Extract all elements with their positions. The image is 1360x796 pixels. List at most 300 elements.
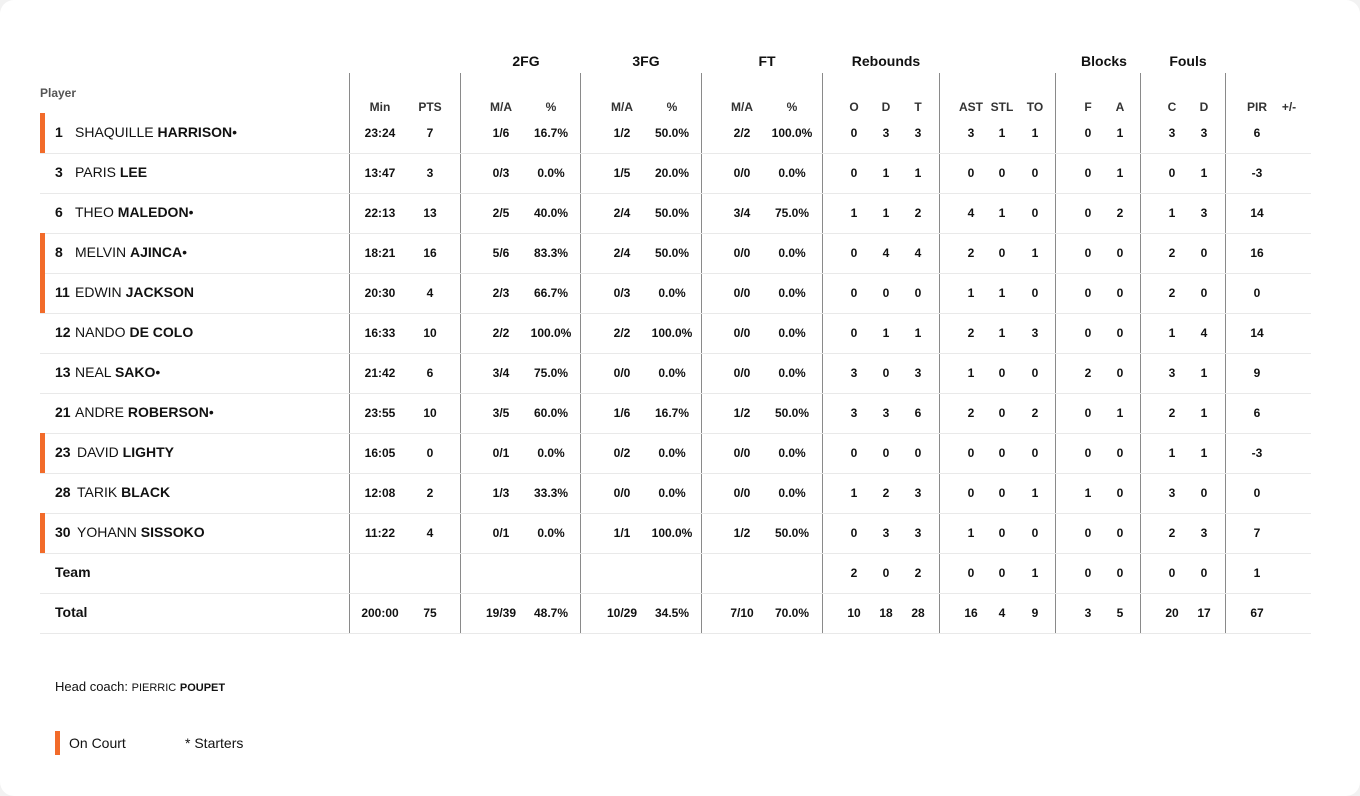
stat-cell: 34.5% bbox=[654, 606, 690, 620]
player-number: 21 bbox=[55, 404, 71, 420]
stat-cell: 11:22 bbox=[364, 526, 396, 540]
stat-cell: 1/6 bbox=[613, 406, 631, 420]
total-row-label: Total bbox=[55, 604, 88, 620]
column-header: M/A bbox=[611, 100, 633, 114]
stat-cell: 23:55 bbox=[364, 406, 396, 420]
player-row[interactable] bbox=[0, 473, 1360, 513]
stat-cell: 1 bbox=[914, 326, 922, 340]
stat-cell: 0 bbox=[967, 166, 975, 180]
stat-cell: 2 bbox=[1168, 286, 1176, 300]
stat-cell: 1 bbox=[967, 526, 975, 540]
stat-cell: 2 bbox=[914, 566, 922, 580]
player-row[interactable] bbox=[0, 393, 1360, 433]
stat-cell: 1 bbox=[967, 286, 975, 300]
starter-mark: • bbox=[208, 404, 214, 420]
player-last-name: LEE bbox=[119, 164, 148, 180]
stat-cell: 2 bbox=[1031, 406, 1039, 420]
player-last-name: JACKSON bbox=[125, 284, 195, 300]
stat-cell: 3 bbox=[967, 126, 975, 140]
stat-cell: 50.0% bbox=[774, 406, 810, 420]
stat-cell: 0 bbox=[1116, 526, 1124, 540]
stat-cell: 0 bbox=[1084, 206, 1092, 220]
stat-cell: 1 bbox=[998, 206, 1006, 220]
stat-cell: 1 bbox=[914, 166, 922, 180]
player-first-name: THEO bbox=[75, 204, 114, 220]
stat-cell: 40.0% bbox=[533, 206, 569, 220]
player-name[interactable] bbox=[77, 484, 170, 500]
stat-cell: 1 bbox=[882, 166, 890, 180]
stat-cell: 13 bbox=[423, 206, 437, 220]
stat-cell: 0 bbox=[850, 166, 858, 180]
stat-cell: 16.7% bbox=[533, 126, 569, 140]
stat-cell: 3/4 bbox=[492, 366, 510, 380]
stat-cell: 100.0% bbox=[651, 326, 693, 340]
stat-cell: 3 bbox=[882, 126, 890, 140]
stat-cell: 1 bbox=[998, 326, 1006, 340]
stat-cell: 50.0% bbox=[654, 206, 690, 220]
stat-cell: 1 bbox=[1200, 166, 1208, 180]
player-name[interactable] bbox=[75, 244, 187, 260]
stat-cell: 2/3 bbox=[492, 286, 510, 300]
stat-cell: 0.0% bbox=[658, 446, 686, 460]
stat-cell: 3/4 bbox=[733, 206, 751, 220]
stat-cell: 0 bbox=[1116, 326, 1124, 340]
stat-cell: 3 bbox=[1200, 206, 1208, 220]
stat-cell: 19/39 bbox=[485, 606, 517, 620]
stat-cell: 6 bbox=[1253, 406, 1261, 420]
starter-mark: • bbox=[182, 244, 188, 260]
column-header: Min bbox=[369, 100, 391, 114]
stat-cell: 0.0% bbox=[778, 366, 806, 380]
stat-cell: 50.0% bbox=[774, 526, 810, 540]
stat-cell: 0 bbox=[1084, 406, 1092, 420]
column-header: D bbox=[1199, 100, 1209, 114]
stat-cell: 100.0% bbox=[771, 126, 813, 140]
stat-cell: 3 bbox=[914, 486, 922, 500]
player-last-name: LIGHTY bbox=[122, 444, 174, 460]
stat-cell: 1 bbox=[998, 286, 1006, 300]
stat-cell: 0 bbox=[1031, 526, 1039, 540]
stat-cell: 0 bbox=[1200, 246, 1208, 260]
stat-cell: 16:33 bbox=[364, 326, 396, 340]
stat-cell: 0.0% bbox=[778, 246, 806, 260]
group-header: Fouls bbox=[1169, 53, 1207, 69]
stat-cell: 16:05 bbox=[364, 446, 396, 460]
stat-cell: 1/2 bbox=[733, 406, 751, 420]
player-name[interactable] bbox=[77, 444, 174, 460]
stat-cell: 22:13 bbox=[364, 206, 396, 220]
stat-cell: 0 bbox=[1084, 286, 1092, 300]
stat-cell: 33.3% bbox=[533, 486, 569, 500]
stat-cell: 1 bbox=[1031, 566, 1039, 580]
column-header: A bbox=[1115, 100, 1125, 114]
stat-cell: 3 bbox=[914, 526, 922, 540]
player-last-name: SAKO bbox=[114, 364, 156, 380]
stat-cell: 1 bbox=[882, 206, 890, 220]
stat-cell: 0 bbox=[1116, 566, 1124, 580]
stat-cell: 18:21 bbox=[364, 246, 396, 260]
stat-cell: 6 bbox=[914, 406, 922, 420]
stat-cell: 0.0% bbox=[658, 286, 686, 300]
stat-cell: 4 bbox=[426, 286, 434, 300]
stat-cell: 3 bbox=[1200, 126, 1208, 140]
stat-cell: 100.0% bbox=[651, 526, 693, 540]
stat-cell: 0/3 bbox=[492, 166, 510, 180]
stat-cell: 0 bbox=[1031, 166, 1039, 180]
player-number: 23 bbox=[55, 444, 71, 460]
on-court-indicator bbox=[40, 273, 45, 313]
stat-cell: 0 bbox=[967, 446, 975, 460]
on-court-legend-swatch bbox=[55, 731, 60, 755]
player-name[interactable] bbox=[75, 324, 193, 340]
stat-cell: 1 bbox=[1116, 126, 1124, 140]
player-column-header: Player bbox=[40, 86, 77, 100]
player-first-name: NANDO bbox=[75, 324, 126, 340]
stat-cell: -3 bbox=[1251, 166, 1263, 180]
stat-cell: 2/5 bbox=[492, 206, 510, 220]
player-name[interactable] bbox=[77, 524, 205, 540]
player-last-name: BLACK bbox=[121, 484, 171, 500]
stat-cell: 0 bbox=[1168, 166, 1176, 180]
on-court-indicator bbox=[40, 513, 45, 553]
player-row[interactable] bbox=[0, 153, 1360, 193]
stat-cell: 14 bbox=[1250, 326, 1264, 340]
stat-cell: 12:08 bbox=[364, 486, 396, 500]
stat-cell: 4 bbox=[967, 206, 975, 220]
stat-cell: 0/0 bbox=[733, 326, 751, 340]
player-last-name: SISSOKO bbox=[140, 524, 205, 540]
column-header: O bbox=[849, 100, 859, 114]
stat-cell: 200:00 bbox=[361, 606, 399, 620]
stat-cell: 0 bbox=[850, 126, 858, 140]
stat-cell: 16 bbox=[1250, 246, 1264, 260]
stat-cell: 0/3 bbox=[613, 286, 631, 300]
stat-cell: 20:30 bbox=[364, 286, 396, 300]
player-name[interactable] bbox=[75, 404, 214, 420]
stat-cell: 3/5 bbox=[492, 406, 510, 420]
stat-cell: 1 bbox=[1168, 326, 1176, 340]
stat-cell: 0 bbox=[1253, 486, 1261, 500]
stat-cell: 0 bbox=[850, 446, 858, 460]
stat-cell: 0 bbox=[914, 286, 922, 300]
stat-cell: 1 bbox=[850, 486, 858, 500]
stat-cell: 0 bbox=[1084, 526, 1092, 540]
stat-cell: 2 bbox=[1168, 246, 1176, 260]
stat-cell: 3 bbox=[1084, 606, 1092, 620]
stat-cell: 0.0% bbox=[537, 446, 565, 460]
player-name[interactable] bbox=[75, 284, 194, 300]
stat-cell: 4 bbox=[426, 526, 434, 540]
player-first-name: MELVIN bbox=[75, 244, 127, 260]
head-coach-label: Head coach: bbox=[55, 679, 128, 694]
player-number: 28 bbox=[55, 484, 71, 500]
column-header: M/A bbox=[731, 100, 753, 114]
player-last-name: ROBERSON bbox=[127, 404, 209, 420]
stat-cell: 10/29 bbox=[606, 606, 638, 620]
on-court-indicator bbox=[40, 113, 45, 153]
player-row[interactable] bbox=[0, 313, 1360, 353]
stat-cell: 0 bbox=[1116, 486, 1124, 500]
player-last-name: MALEDON bbox=[117, 204, 189, 220]
stat-cell: 0 bbox=[850, 246, 858, 260]
player-row[interactable] bbox=[0, 353, 1360, 393]
stat-cell: 0.0% bbox=[658, 486, 686, 500]
stat-cell: 28 bbox=[911, 606, 925, 620]
group-header: 2FG bbox=[512, 53, 540, 69]
stat-cell: 2/2 bbox=[613, 326, 631, 340]
stat-cell: 0 bbox=[1084, 326, 1092, 340]
on-court-indicator bbox=[40, 433, 45, 473]
player-first-name: YOHANN bbox=[77, 524, 137, 540]
player-last-name: HARRISON bbox=[157, 124, 233, 140]
player-number: 3 bbox=[55, 164, 63, 180]
stat-cell: 0 bbox=[998, 486, 1006, 500]
column-header: F bbox=[1084, 100, 1092, 114]
stat-cell: 50.0% bbox=[654, 246, 690, 260]
stat-cell: 0/1 bbox=[492, 526, 510, 540]
stat-cell: 60.0% bbox=[533, 406, 569, 420]
stat-cell: 0 bbox=[882, 366, 890, 380]
column-header: D bbox=[881, 100, 891, 114]
stat-cell: 10 bbox=[847, 606, 861, 620]
stat-cell: 20.0% bbox=[654, 166, 690, 180]
player-row[interactable] bbox=[0, 113, 1360, 153]
stat-cell: 3 bbox=[914, 366, 922, 380]
stat-cell: 3 bbox=[850, 366, 858, 380]
stat-cell: 4 bbox=[998, 606, 1006, 620]
player-number: 8 bbox=[55, 244, 63, 260]
stat-cell: 0 bbox=[967, 486, 975, 500]
player-number: 12 bbox=[55, 324, 71, 340]
stat-cell: 75 bbox=[423, 606, 437, 620]
player-row[interactable] bbox=[0, 433, 1360, 473]
stat-cell: 2 bbox=[1168, 406, 1176, 420]
player-last-name: AJINCA bbox=[129, 244, 183, 260]
stat-cell: 2 bbox=[426, 486, 434, 500]
stat-cell: 5/6 bbox=[492, 246, 510, 260]
stat-cell: 3 bbox=[426, 166, 434, 180]
stat-cell: 2 bbox=[967, 326, 975, 340]
stat-cell: 20 bbox=[1165, 606, 1179, 620]
stat-cell: 1 bbox=[1168, 206, 1176, 220]
stat-cell: 0 bbox=[998, 566, 1006, 580]
stat-cell: 3 bbox=[1168, 126, 1176, 140]
stat-cell: 4 bbox=[914, 246, 922, 260]
player-last-name: DE COLO bbox=[129, 324, 194, 340]
stat-cell: 0 bbox=[1031, 446, 1039, 460]
head-coach-first-name: PIERRIC bbox=[131, 682, 177, 694]
player-first-name: PARIS bbox=[75, 164, 116, 180]
stat-cell: 0/0 bbox=[613, 366, 631, 380]
stat-cell: 3 bbox=[914, 126, 922, 140]
stat-cell: 75.0% bbox=[533, 366, 569, 380]
column-header: M/A bbox=[490, 100, 512, 114]
stat-cell: 0 bbox=[1116, 246, 1124, 260]
player-number: 13 bbox=[55, 364, 71, 380]
column-header: PIR bbox=[1246, 100, 1268, 114]
player-name[interactable] bbox=[75, 204, 193, 220]
stat-cell: 2 bbox=[850, 566, 858, 580]
stat-cell: 0/2 bbox=[613, 446, 631, 460]
starter-mark: • bbox=[232, 124, 238, 140]
stat-cell: 0 bbox=[1200, 486, 1208, 500]
stat-cell: 100.0% bbox=[530, 326, 572, 340]
stat-cell: 0 bbox=[1116, 446, 1124, 460]
stat-cell: 1 bbox=[850, 206, 858, 220]
stat-cell: 6 bbox=[1253, 126, 1261, 140]
stat-cell: 4 bbox=[1200, 326, 1208, 340]
stat-cell: 23:24 bbox=[364, 126, 396, 140]
starter-mark: • bbox=[188, 204, 194, 220]
stat-cell: 1/1 bbox=[613, 526, 631, 540]
stat-cell: 0 bbox=[1084, 246, 1092, 260]
player-row[interactable] bbox=[0, 233, 1360, 273]
stat-cell: 0/0 bbox=[733, 246, 751, 260]
column-header: TO bbox=[1026, 100, 1044, 114]
stat-cell: 3 bbox=[882, 526, 890, 540]
stat-cell: 1 bbox=[1168, 446, 1176, 460]
total-row bbox=[0, 593, 1360, 633]
head-coach-last-name: POUPET bbox=[179, 682, 226, 694]
stat-cell: 0/0 bbox=[733, 446, 751, 460]
column-header: STL bbox=[990, 100, 1014, 114]
column-header: AST bbox=[959, 100, 983, 114]
stat-cell: 0 bbox=[850, 526, 858, 540]
player-row[interactable] bbox=[0, 513, 1360, 553]
stat-cell: 48.7% bbox=[533, 606, 569, 620]
stat-cell: 2 bbox=[1084, 366, 1092, 380]
stat-cell: 0 bbox=[1084, 126, 1092, 140]
stat-cell: 1 bbox=[1200, 406, 1208, 420]
player-first-name: NEAL bbox=[75, 364, 112, 380]
stat-cell: 1 bbox=[998, 126, 1006, 140]
starters-legend-label: * Starters bbox=[185, 735, 244, 751]
column-header: C bbox=[1167, 100, 1177, 114]
stat-cell: 70.0% bbox=[774, 606, 810, 620]
stat-cell: 0 bbox=[1168, 566, 1176, 580]
stat-cell: 10 bbox=[423, 406, 437, 420]
player-row[interactable] bbox=[0, 193, 1360, 233]
stat-cell: 0 bbox=[998, 166, 1006, 180]
stat-cell: 2/4 bbox=[613, 246, 631, 260]
head-coach bbox=[55, 679, 225, 694]
stat-cell: 0/0 bbox=[733, 366, 751, 380]
player-number: 30 bbox=[55, 524, 71, 540]
stat-cell: 0.0% bbox=[778, 486, 806, 500]
stat-cell: 0 bbox=[998, 446, 1006, 460]
stat-cell: 0 bbox=[998, 246, 1006, 260]
stat-cell: 0 bbox=[426, 446, 434, 460]
stat-cell: 0 bbox=[882, 446, 890, 460]
stat-cell: 2 bbox=[882, 486, 890, 500]
stat-cell: 5 bbox=[1116, 606, 1124, 620]
stat-cell: 0 bbox=[1084, 566, 1092, 580]
player-first-name: EDWIN bbox=[75, 284, 122, 300]
stat-cell: 1 bbox=[882, 326, 890, 340]
group-header: Rebounds bbox=[851, 53, 921, 69]
stat-cell: 0/0 bbox=[733, 286, 751, 300]
stat-cell: 0 bbox=[1253, 286, 1261, 300]
stat-cell: 1 bbox=[1084, 486, 1092, 500]
stat-cell: 0 bbox=[914, 446, 922, 460]
stat-cell: 1 bbox=[1031, 486, 1039, 500]
stat-cell: 0 bbox=[1200, 566, 1208, 580]
stat-cell: 4 bbox=[882, 246, 890, 260]
stat-cell: 0 bbox=[1116, 286, 1124, 300]
stat-cell: 1 bbox=[1200, 446, 1208, 460]
stat-cell: -3 bbox=[1251, 446, 1263, 460]
stat-cell: 2 bbox=[914, 206, 922, 220]
stat-cell: 16 bbox=[964, 606, 978, 620]
team-row-label: Team bbox=[55, 564, 91, 580]
stat-cell: 3 bbox=[882, 406, 890, 420]
stat-cell: 0 bbox=[1084, 446, 1092, 460]
stat-cell: 3 bbox=[1200, 526, 1208, 540]
stat-cell: 9 bbox=[1253, 366, 1261, 380]
stat-cell: 0 bbox=[998, 366, 1006, 380]
stat-cell: 0 bbox=[850, 286, 858, 300]
stat-cell: 0 bbox=[998, 406, 1006, 420]
stat-cell: 0 bbox=[850, 326, 858, 340]
player-number: 1 bbox=[55, 124, 63, 140]
stat-cell: 0 bbox=[1031, 206, 1039, 220]
stat-cell: 75.0% bbox=[774, 206, 810, 220]
stat-cell: 9 bbox=[1031, 606, 1039, 620]
stat-cell: 0.0% bbox=[537, 166, 565, 180]
stat-cell: 1/2 bbox=[613, 126, 631, 140]
column-header: PTS bbox=[418, 100, 442, 114]
stat-cell: 1/6 bbox=[492, 126, 510, 140]
stat-cell: 16 bbox=[423, 246, 437, 260]
stat-cell: 1/3 bbox=[492, 486, 510, 500]
stat-cell: 0 bbox=[1084, 166, 1092, 180]
stat-cell: 0 bbox=[1031, 366, 1039, 380]
player-name[interactable] bbox=[75, 364, 160, 380]
starter-mark: • bbox=[155, 364, 161, 380]
column-header: % bbox=[666, 100, 678, 114]
player-name[interactable] bbox=[75, 164, 147, 180]
group-header: 3FG bbox=[632, 53, 660, 69]
on-court-indicator bbox=[40, 233, 45, 273]
on-court-legend-label: On Court bbox=[69, 735, 126, 751]
stat-cell: 16.7% bbox=[654, 406, 690, 420]
stat-cell: 0/0 bbox=[733, 166, 751, 180]
player-row[interactable] bbox=[0, 273, 1360, 313]
stat-cell: 13:47 bbox=[364, 166, 396, 180]
stat-cell: 1 bbox=[1200, 366, 1208, 380]
stat-cell: 10 bbox=[423, 326, 437, 340]
stat-cell: 0.0% bbox=[778, 166, 806, 180]
stat-cell: 0 bbox=[1200, 286, 1208, 300]
stat-cell: 0 bbox=[1116, 366, 1124, 380]
stat-cell: 1/2 bbox=[733, 526, 751, 540]
stat-cell: 2/2 bbox=[733, 126, 751, 140]
stat-cell: 0 bbox=[882, 286, 890, 300]
stat-cell: 1/5 bbox=[613, 166, 631, 180]
stat-cell: 21:42 bbox=[364, 366, 396, 380]
stat-cell: 7/10 bbox=[730, 606, 754, 620]
column-header: T bbox=[914, 100, 922, 114]
stat-cell: 0/0 bbox=[733, 486, 751, 500]
player-name[interactable] bbox=[75, 124, 237, 140]
player-first-name: ANDRE bbox=[75, 404, 125, 420]
team-row bbox=[0, 553, 1360, 593]
stat-cell: 0 bbox=[998, 526, 1006, 540]
stat-cell: 0.0% bbox=[537, 526, 565, 540]
stat-cell: 0.0% bbox=[658, 366, 686, 380]
stat-cell: 1 bbox=[1253, 566, 1261, 580]
stat-cell: 1 bbox=[1031, 126, 1039, 140]
